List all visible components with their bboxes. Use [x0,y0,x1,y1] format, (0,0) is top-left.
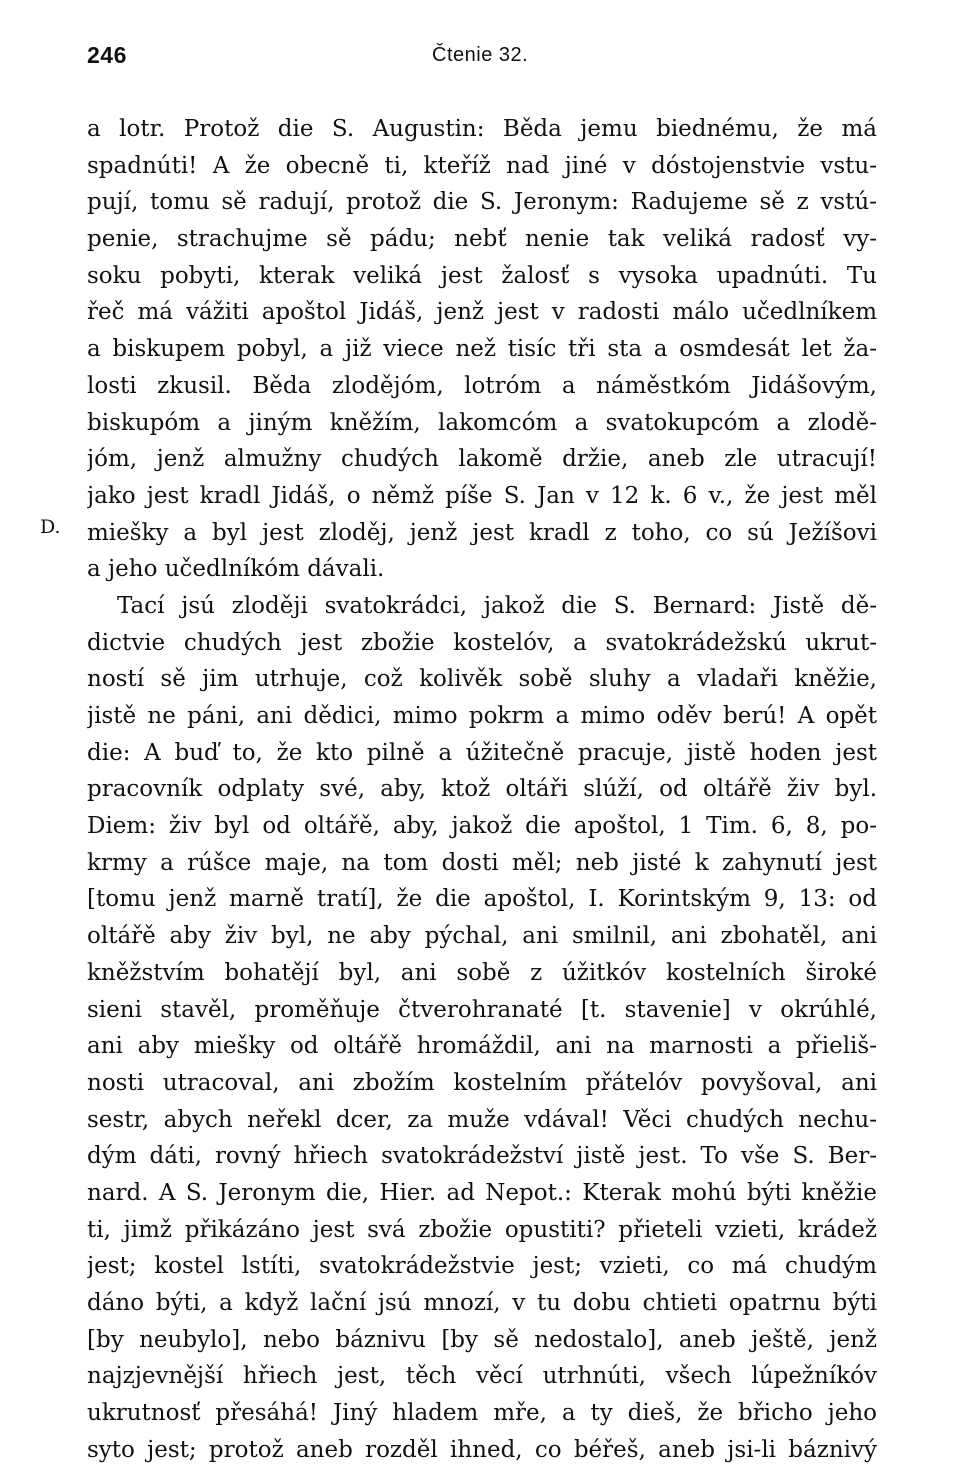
text-line: sestr, abych neřekl dcer, za muže vdával! Věci chudých nechu- [87,1106,877,1133]
text-line: syto jest; protož aneb rozděl ihned, co béřeš, aneb jsi-li báznivý [87,1436,877,1463]
text-line: řeč má vážiti apoštol Jidáš, jenž jest v radosti málo učedlníkem [87,299,877,326]
text-line: dictvie chudých jest zbožie kostelóv, a svatokrádežskú ukrut- [87,629,877,656]
text-line: jóm, jenž almužny chudých lakomě držie, aneb zle utracují! [87,446,877,473]
text-line: nard. A S. Jeronym die, Hier. ad Nepot.: Kterak mohú býti kněžie [87,1179,877,1206]
text-line: najzjevnější hřiech jest, těch věcí utrhnúti, všech lúpežníkóv [87,1363,877,1390]
text-line: spadnúti! A že obecně ti, kteříž nad jiné v dóstojenstvie vstu- [87,152,877,179]
text-line: [tomu jenž marně tratí], že die apoštol, I. Korintským 9, 13: od [87,886,877,913]
text-line: Diem: živ byl od oltářě, aby, jakož die apoštol, 1 Tim. 6, 8, po- [87,813,877,840]
text-line: pracovník odplaty své, aby, ktož oltáři slúží, od oltářě živ byl. [87,776,877,803]
page-header [87,42,877,76]
text-line: sieni stavěl, proměňuje čtverohranaté [t. stavenie] v okrúhlé, [87,996,877,1023]
text-line: ukrutnosť přesáhá! Jiný hladem mře, a ty dieš, že břicho jeho [87,1400,877,1427]
text-line: nosti utracoval, ani zbožím kostelním přátelóv povyšoval, ani [87,1069,877,1096]
text-line: a lotr. Protož die S. Augustin: Běda jemu biednému, že má [87,116,877,142]
text-line: soku pobyti, kterak veliká jest žalosť s vysoka upadnúti. Tu [87,262,877,289]
text-line: miešky a byl jest zloděj, jenž jest kradl z toho, co sú Ježíšovi [87,519,877,546]
text-line: jest; kostel lstíti, svatokrádežstvie jest; vzieti, co má chudým [87,1253,877,1280]
text-line: dáno býti, a když lační jsú mnozí, v tu dobu chtieti opatrnu býti [87,1290,877,1316]
text-line: penie, strachujme sě pádu; nebť nenie tak veliká radosť vy- [87,226,877,253]
text-line: die: A buď to, že kto pilně a úžitečně pracuje, jistě hoden jest [87,739,877,766]
text-line: losti zkusil. Běda zlodějóm, lotróm a náměstkóm Jidášovým, [87,372,877,399]
text-line: biskupóm a jiným kněžím, lakomcóm a svatokupcóm a zlodě- [87,409,877,436]
body-text [87,111,877,1468]
text-line: Tací jsú zloději svatokrádci, jakož die S. Bernard: Jistě dě- [117,592,877,619]
text-line: ností sě jim utrhuje, což kolivěk sobě sluhy a vladaři kněžie, [87,666,877,693]
running-head: Čtenie 32. [432,44,529,66]
text-line: ti, jimž přikázáno jest svá zbožie opustiti? přieteli vzieti, krádež [87,1216,877,1243]
text-line: a biskupem pobyl, a již viece než tisíc tři sta a osmdesát let ža- [87,336,877,363]
text-line: dým dáti, rovný hřiech svatokrádežství jistě jest. To vše S. Ber- [87,1143,877,1170]
margin-note: D. [40,516,61,538]
page-number: 246 [87,42,127,68]
text-line: [by neubylo], nebo báznivu [by sě nedostalo], aneb ještě, jenž [87,1326,877,1353]
text-line: pují, tomu sě radují, protož die S. Jeronym: Radujeme sě z vstú- [87,189,877,216]
text-line: oltářě aby živ byl, ne aby pýchal, ani smilnil, ani zbohatěl, ani [87,923,877,950]
text-line: jistě ne páni, ani dědici, mimo pokrm a mimo oděv berú! A opět [87,703,877,729]
text-line: a jeho učedlníkóm dávali. [87,556,385,583]
text-line: krmy a rúšce maje, na tom dosti měl; neb jisté k zahynutí jest [87,849,877,876]
text-line: ani aby miešky od oltářě hromáždil, ani na marnosti a přieliš- [87,1033,877,1060]
text-line: kněžstvím bohatějí byl, ani sobě z úžitkóv kostelních široké [87,959,877,986]
text-line: jako jest kradl Jidáš, o němž píše S. Jan v 12 k. 6 v., že jest měl [87,482,877,509]
